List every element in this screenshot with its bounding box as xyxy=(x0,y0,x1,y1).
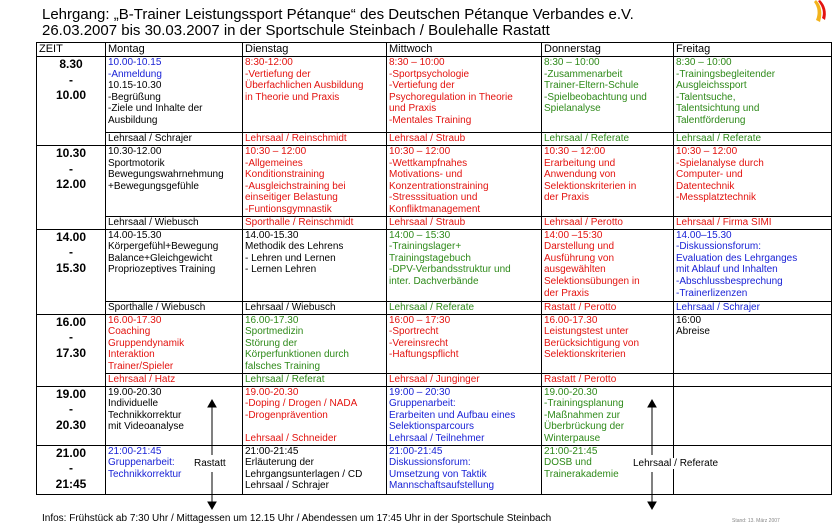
time-text: 21:45 xyxy=(55,476,87,491)
session-line: -Messplatztechnik xyxy=(676,192,757,204)
session-line: 16.00-17.30 xyxy=(544,314,598,326)
session-line: -Allgemeines xyxy=(245,157,303,169)
room-cell-montag: Lehrsaal / Wiebusch xyxy=(106,216,243,229)
session-line: mit Ablauf und Inhalten xyxy=(676,264,778,276)
session-line: 19:00 – 20:30 xyxy=(389,386,451,398)
arrow-head-down-icon xyxy=(208,502,216,509)
session-line: DOSB und xyxy=(544,457,592,469)
time-text: - xyxy=(69,161,73,176)
session-line: Sportmotorik xyxy=(108,157,165,169)
session-line: 16.00-17.30 xyxy=(108,314,162,326)
session-line: -Trainingsbegleitender xyxy=(676,68,776,80)
session-line: -Diskussionsforum: xyxy=(676,241,762,253)
header-montag: Montag xyxy=(106,43,243,57)
time-text: 14.00 xyxy=(55,229,87,244)
session-line: - Lernen Lehren xyxy=(245,264,317,276)
session-line: Diskussionsforum: xyxy=(389,457,471,469)
time-text: - xyxy=(69,330,73,345)
arrow-head-down-icon xyxy=(648,502,656,509)
header-donnerstag: Donnerstag xyxy=(542,43,674,57)
session-line: Gruppenarbeit: xyxy=(389,398,456,410)
time-text: - xyxy=(69,72,73,87)
time-text: - xyxy=(69,245,73,260)
room-cell-montag: Lehrsaal / Hatz xyxy=(106,373,243,386)
session-line: Lehrsaal / Schneider xyxy=(245,432,337,444)
session-line: -Sportpsychologie xyxy=(389,68,470,80)
session-line: Propriozeptives Training xyxy=(108,264,216,276)
session-line: Trainerakademie xyxy=(544,468,619,480)
session-line: Computer- und xyxy=(676,169,743,181)
session-line: falsches Training xyxy=(245,360,321,372)
session-line: Darstellung und xyxy=(544,241,615,253)
time-text: 15.30 xyxy=(55,260,87,275)
room-cell-dienstag: Lehrsaal / Reinschmidt xyxy=(243,133,387,146)
room-cell-montag: Lehrsaal / Schrajer xyxy=(106,133,243,146)
session-line: 16:00 – 17:30 xyxy=(389,314,451,326)
arrow-head-up-icon xyxy=(208,400,216,407)
course-dates: 26.03.2007 bis 30.03.2007 in der Sportschule Steinbach / Boulehalle Rastatt xyxy=(42,22,550,39)
session-line: Trainer/Spieler xyxy=(108,360,174,372)
session-line: 21:00-21:45 xyxy=(245,445,299,457)
session-line: -Haftungspflicht xyxy=(389,349,459,361)
session-line: Mannschaftsaufstellung xyxy=(389,480,495,492)
header-mittwoch: Mittwoch xyxy=(387,43,542,57)
session-line: Erläuterung der xyxy=(245,457,314,469)
time-text: 21.00 xyxy=(55,445,87,460)
session-line: ausgewählten xyxy=(544,264,606,276)
session-line: Gruppenarbeit: xyxy=(108,457,175,469)
header-dienstag: Dienstag xyxy=(243,43,387,57)
session-line: 10.00-10.15 xyxy=(108,57,162,68)
course-title: Lehrgang: „B-Trainer Leistungssport Pétanque“ des Deutschen Pétanque Verbandes e.V. xyxy=(42,6,634,23)
session-line: der Praxis xyxy=(544,287,590,299)
time-text: 8.30 xyxy=(59,57,83,71)
session-line: - Lehren und Lernen xyxy=(245,252,336,264)
session-line: 10.15-10.30 xyxy=(108,80,162,92)
session-line: 14.00–15.30 xyxy=(676,229,732,241)
session-line: -Wettkampfnahes xyxy=(389,157,468,169)
session-line: 10.30-12.00 xyxy=(108,146,162,157)
session-line: mit Videoanalyse xyxy=(108,421,184,433)
session-line: 8:30 – 10:00 xyxy=(544,57,600,68)
time-text: 19.00 xyxy=(55,386,87,401)
room-cell-montag: Sporthalle / Wiebusch xyxy=(106,301,243,314)
session-line: 14:00 –15:30 xyxy=(544,229,603,241)
session-line: -Sportrecht xyxy=(389,326,439,338)
session-line: -DPV-Verbandsstruktur und xyxy=(389,264,511,276)
session-line: Bewegungswahrnehmung xyxy=(108,169,224,181)
room-cell-mittwoch: Lehrsaal / Straub xyxy=(387,133,542,146)
session-line: 10:30 – 12:00 xyxy=(544,146,606,157)
session-line: Selektionsparcours xyxy=(389,421,475,433)
session-line: -Zusammenarbeit xyxy=(544,68,623,80)
time-text: 10.30 xyxy=(55,146,87,160)
session-line: 21:00-21:45 xyxy=(544,445,598,457)
session-line: -Trainingsplanung xyxy=(544,398,624,410)
session-line: -Begrüßung xyxy=(108,91,161,103)
room-cell-dienstag: Lehrsaal / Referat xyxy=(243,373,387,386)
footer-stand: Stand: 13. März 2007 xyxy=(732,518,780,524)
session-line: -Anmeldung xyxy=(108,68,162,80)
time-text: 20.30 xyxy=(55,417,87,432)
session-line: Umsetzung von Taktik xyxy=(389,468,487,480)
header-freitag: Freitag xyxy=(674,43,832,57)
session-line: Lehrgangsunterlagen / CD xyxy=(245,468,363,480)
session-line: Methodik des Lehrens xyxy=(245,241,344,253)
session-line: Coaching xyxy=(108,326,151,338)
session-line: -Funtionsgymnastik xyxy=(245,203,332,215)
session-line: -Vereinsrecht xyxy=(389,337,448,349)
session-line: 16.00-17.30 xyxy=(245,314,299,326)
room-cell-freitag: Lehrsaal / Referate xyxy=(674,133,832,146)
header-zeit: ZEIT xyxy=(37,43,106,57)
session-line: 10:30 – 12:00 xyxy=(676,146,738,157)
time-text: - xyxy=(69,461,73,475)
session-line: Trainingstagebuch xyxy=(389,252,471,264)
session-line: Trainer-Eltern-Schule xyxy=(544,80,639,92)
session-line: Talentsichtung und xyxy=(676,103,760,115)
session-line: Ausgleichssport xyxy=(676,80,747,92)
session-line: Abreise xyxy=(676,326,710,338)
session-line: 19.00-20.30 xyxy=(544,386,598,398)
session-line: -Spielanalyse durch xyxy=(676,157,764,169)
session-line: Datentechnik xyxy=(676,180,735,192)
session-line: Konzentrationstraining xyxy=(389,180,489,192)
session-line: -Mentales Training xyxy=(389,114,472,126)
session-line: Interaktion xyxy=(108,349,155,361)
time-text: 17.30 xyxy=(55,345,87,360)
session-line: Lehrsaal / Teilnehmer xyxy=(389,432,485,444)
time-text: 10.00 xyxy=(55,88,87,102)
session-line: 14.00-15.30 xyxy=(245,229,299,241)
session-line: Evaluation des Lehrganges xyxy=(676,252,798,264)
session-line: Konfliktmanagement xyxy=(389,203,481,215)
room-cell-donnerstag: Rastatt / Perotto xyxy=(542,373,674,386)
session-line: in Theorie und Praxis xyxy=(245,91,340,103)
session-line: Erarbeitung und xyxy=(544,157,616,169)
session-line: Konditionstraining xyxy=(245,169,325,181)
room-cell-donnerstag: Lehrsaal / Perotto xyxy=(542,216,674,229)
session-line: Selektionskriterien in xyxy=(544,180,637,192)
session-line: 8:30 – 10:00 xyxy=(676,57,732,68)
session-line: 8:30-12:00 xyxy=(245,57,293,68)
session-line: -Spielbeobachtung und xyxy=(544,91,647,103)
session-line: Leistungstest unter xyxy=(544,326,629,338)
session-line: 19.00-20.30 xyxy=(108,386,162,398)
session-line: Gruppendynamik xyxy=(108,337,185,349)
session-line: Psychoregulation in Theorie xyxy=(389,91,513,103)
session-line: Berücksichtigung von xyxy=(544,337,640,349)
room-cell-mittwoch: Lehrsaal / Junginger xyxy=(387,373,542,386)
session-line: -Vertiefung der xyxy=(389,80,455,92)
session-line: Technikkorrektur xyxy=(108,468,182,480)
session-line: Individuelle xyxy=(108,398,159,410)
session-line: 16:00 xyxy=(676,314,702,326)
room-cell-donnerstag: Rastatt / Perotto xyxy=(542,301,674,314)
session-line: -Abschlussbesprechung xyxy=(676,275,783,287)
footer-info: Infos: Frühstück ab 7:30 Uhr / Mittagessen um 12.15 Uhr / Abendessen um 17:45 Uhr in der Sportschule Steinbach xyxy=(42,513,552,524)
session-line: 21:00-21:45 xyxy=(389,445,443,457)
room-cell-mittwoch: Lehrsaal / Referate xyxy=(387,301,542,314)
session-line: und Praxis xyxy=(389,103,437,115)
session-line: Überfachlichen Ausbildung xyxy=(245,80,364,92)
session-line: Überbrückung der xyxy=(544,421,625,433)
time-text: 16.00 xyxy=(55,314,87,329)
session-line: 14:00 – 15:30 xyxy=(389,229,451,241)
arrow-label-rastatt: Rastatt xyxy=(194,458,226,469)
arrow-head-up-icon xyxy=(648,400,656,407)
session-line: 21:00-21:45 xyxy=(108,445,162,457)
room-cell-freitag: Lehrsaal / Schrajer xyxy=(674,301,832,314)
session-line: +Bewegungsgefühle xyxy=(108,180,199,192)
room-cell-mittwoch: Lehrsaal / Straub xyxy=(387,216,542,229)
session-line: 10:30 – 12:00 xyxy=(389,146,451,157)
session-line: 19.00-20.30 xyxy=(245,386,299,398)
session-line: Lehrsaal / Schrajer xyxy=(245,480,329,492)
time-text: 12.00 xyxy=(55,177,87,191)
session-line: -Trainingslager+ xyxy=(389,241,462,253)
arrow-label-lehrsaal: Lehrsaal / Referate xyxy=(633,458,719,469)
session-line: Erarbeiten und Aufbau eines xyxy=(389,409,516,421)
session-line: Körperfunktionen durch xyxy=(245,349,349,361)
session-line: Selektionskriterien xyxy=(544,349,626,361)
session-line: Winterpause xyxy=(544,432,601,444)
room-cell-dienstag: Sporthalle / Reinschmidt xyxy=(243,216,387,229)
session-line: Störung der xyxy=(245,337,298,349)
session-line: einseitiger Belastung xyxy=(245,192,338,204)
room-cell-freitag: Lehrsaal / Firma SIMI xyxy=(674,216,832,229)
room-cell-dienstag: Lehrsaal / Wiebusch xyxy=(243,301,387,314)
session-line: -Stresssituation und xyxy=(389,192,478,204)
session-line: -Vertiefung der xyxy=(245,68,311,80)
session-line: 10:30 – 12:00 xyxy=(245,146,307,157)
session-line: -Talentsuche, xyxy=(676,91,736,103)
session-line: Körpergefühl+Bewegung xyxy=(108,241,219,253)
session-line: -Ziele und Inhalte der xyxy=(108,103,203,115)
session-line: 14.00-15.30 xyxy=(108,229,162,241)
session-line: Talentförderung xyxy=(676,114,746,126)
session-line: inter. Dachverbände xyxy=(389,275,479,287)
session-line: -Maßnahmen zur xyxy=(544,409,621,421)
session-line: 8:30 – 10:00 xyxy=(389,57,445,68)
session-line: Motivations- und xyxy=(389,169,463,181)
session-line: Balance+Gleichgewicht xyxy=(108,252,213,264)
session-line: Selektionsübungen in xyxy=(544,275,640,287)
time-text: - xyxy=(69,402,73,417)
session-line: Technikkorrektur xyxy=(108,409,182,421)
session-line: Ausführung von xyxy=(544,252,615,264)
session-line: Anwendung von xyxy=(544,169,616,181)
session-line: Ausbildung xyxy=(108,114,158,126)
session-line: -Doping / Drogen / NADA xyxy=(245,398,358,410)
session-line: -Trainerlizenzen xyxy=(676,287,748,299)
session-line: -Drogenprävention xyxy=(245,409,328,421)
session-line: Spielanalyse xyxy=(544,103,601,115)
session-line: der Praxis xyxy=(544,192,590,204)
session-line: Sportmedizin xyxy=(245,326,304,338)
session-line: -Ausgleichstraining bei xyxy=(245,180,346,192)
room-cell-donnerstag: Lehrsaal / Referate xyxy=(542,133,674,146)
